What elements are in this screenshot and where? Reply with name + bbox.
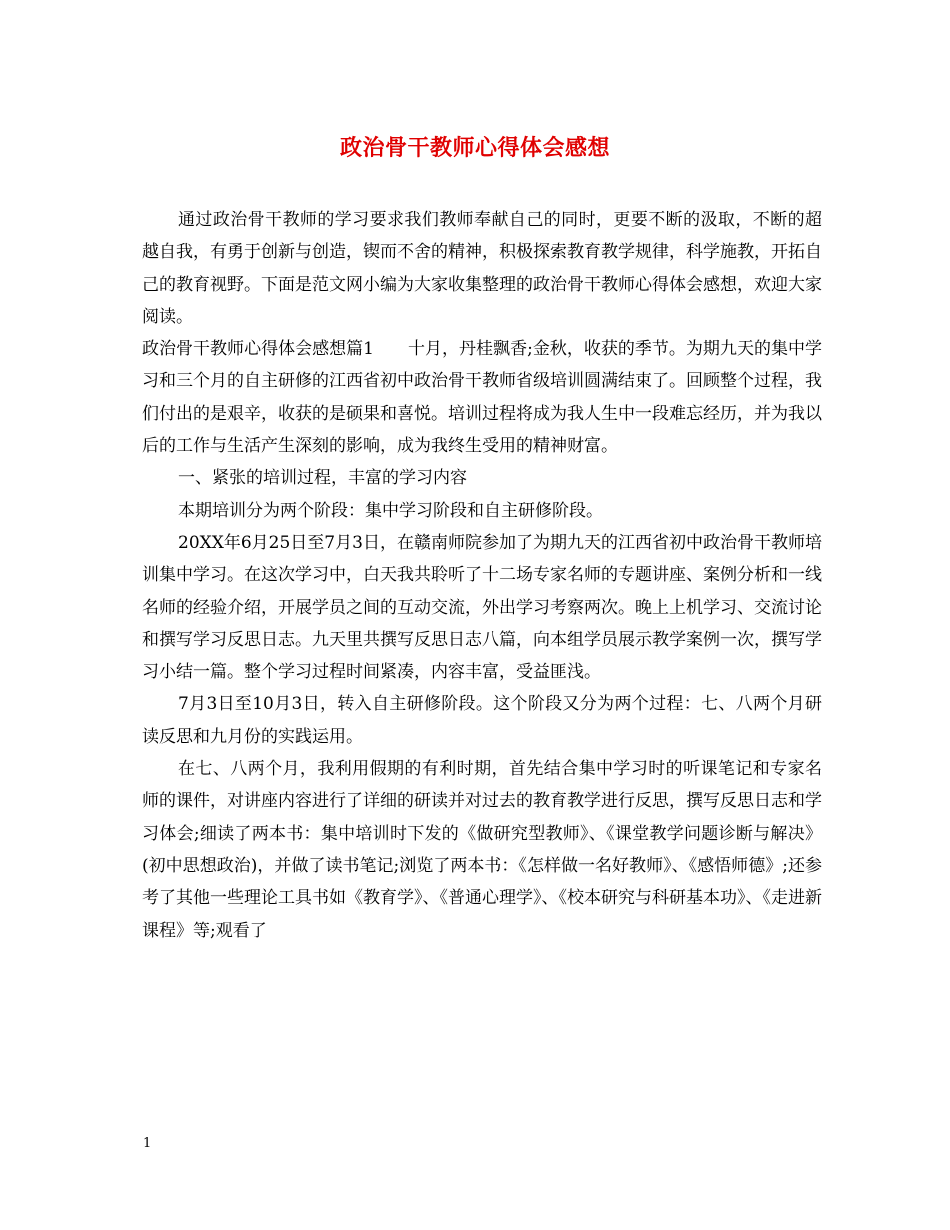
- document-body: [142, 204, 822, 947]
- reading-reflection-paragraph: 在七、八两个月，我利用假期的有利时期，首先结合集中学习时的听课笔记和专家名师的课件，对讲座内容进行了详细的研读并对过去的教育教学进行反思，撰写反思日志和学习体会;细读了两本书：集中培训时下发的《做研究型教师》、《课堂教学问题诊断与解决》(初中思想政治)，并做了读书笔记;浏览了两本书：《怎样做一名好教师》、《感悟师德》;还参考了其他一些理论工具书如《教育学》、《普通心理学》、《校本研究与科研基本功》、《走进新课程》等;观看了: [142, 759, 822, 941]
- chapter-one-paragraph: 政治骨干教师心得体会感想篇1 十月，丹桂飘香;金秋，收获的季节。为期九天的集中学习和三个月的自主研修的江西省初中政治骨干教师省级培训圆满结束了。回顾整个过程，我们付出的是艰辛，收获的是硕果和喜悦。培训过程将成为我人生中一段难忘经历，并为我以后的工作与生活产生深刻的影响，成为我终生受用的精神财富。: [142, 339, 822, 457]
- self-study-paragraph: 7月3日至10月3日，转入自主研修阶段。这个阶段又分为两个过程：七、八两个月研读反思和九月份的实践运用。: [142, 694, 822, 747]
- page-number: 1: [143, 1136, 152, 1151]
- document-title: 政治骨干教师心得体会感想: [339, 135, 610, 161]
- training-stages-paragraph: 本期培训分为两个阶段：集中学习阶段和自主研修阶段。: [178, 500, 603, 521]
- intro-paragraph: 通过政治骨干教师的学习要求我们教师奉献自己的同时，更要不断的汲取，不断的超越自我，有勇于创新与创造，锲而不舍的精神，积极探索教育教学规律，科学施教，开拓自己的教育视野。下面是范文网小编为大家收集整理的政治骨干教师心得体会感想，欢迎大家阅读。: [142, 210, 822, 327]
- section-heading: 一、紧张的培训过程，丰富的学习内容: [178, 468, 467, 489]
- concentrated-study-paragraph: 20XX年6月25日至7月3日，在赣南师院参加了为期九天的江西省初中政治骨干教师培训集中学习。在这次学习中，白天我共聆听了十二场专家名师的专题讲座、案例分析和一线名师的经验介绍，开展学员之间的互动交流，外出学习考察两次。晚上上机学习、交流讨论和撰写学习反思日志。九天里共撰写反思日志八篇，向本组学员展示教学案例一次，撰写学习小结一篇。整个学习过程时间紧凑，内容丰富，受益匪浅。: [142, 532, 822, 683]
